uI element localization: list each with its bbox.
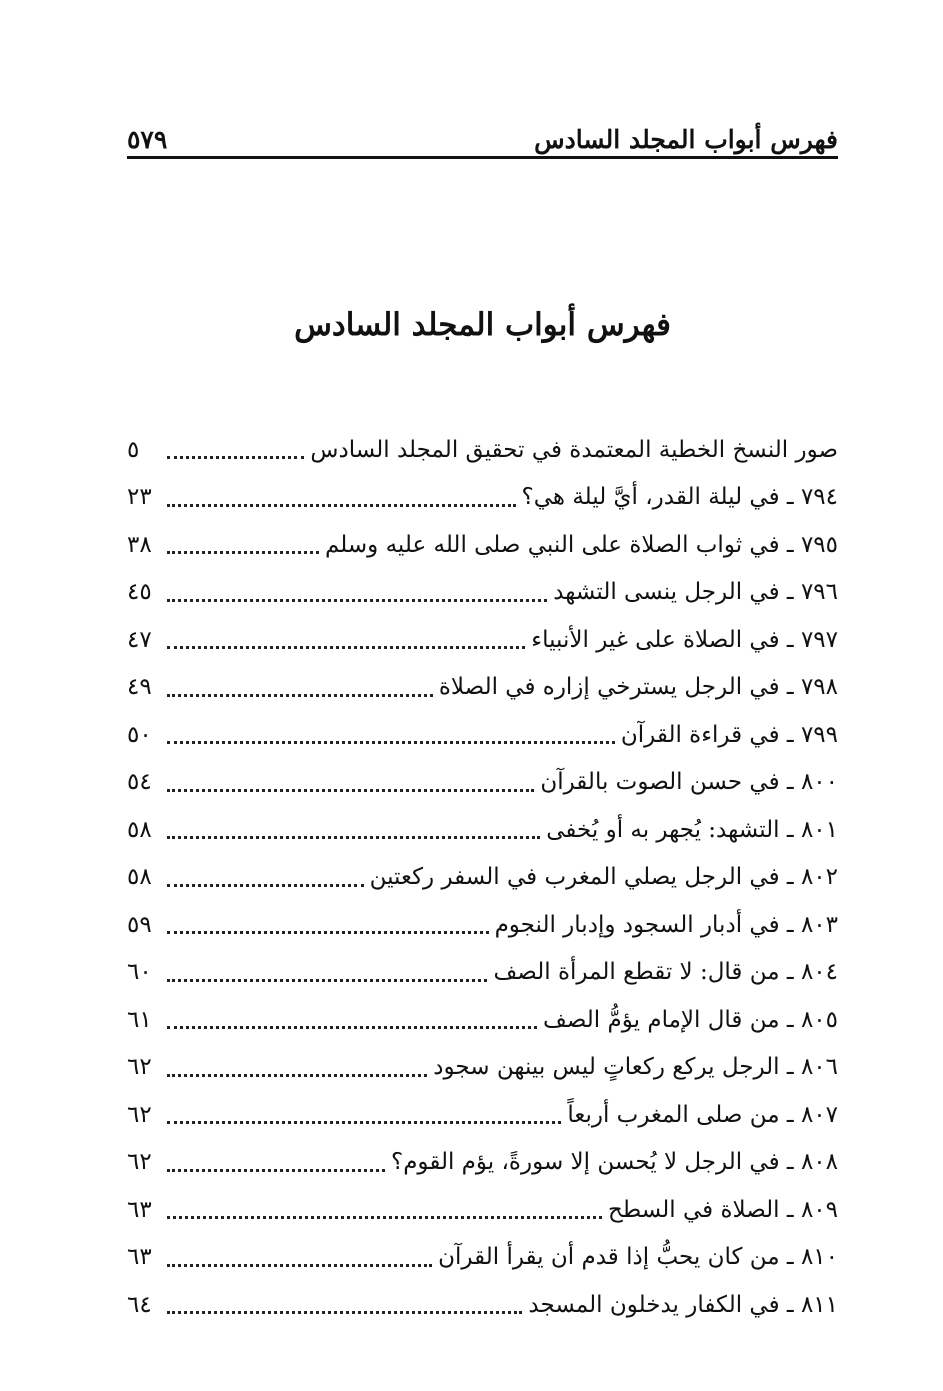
toc-entry-page: ٥٠ bbox=[127, 721, 152, 748]
header-rule bbox=[127, 156, 838, 159]
toc-entry-page: ٦٢ bbox=[127, 1101, 152, 1128]
toc-entry bbox=[127, 474, 838, 522]
toc-entry bbox=[127, 1044, 838, 1092]
toc-entry bbox=[127, 664, 838, 712]
page-number: ٥٧٩ bbox=[127, 125, 168, 154]
toc-entry bbox=[127, 1234, 838, 1282]
toc-entry bbox=[127, 759, 838, 807]
toc-entry-page: ٦٣ bbox=[127, 1196, 152, 1223]
toc-entry-title: ٨٠٦ ـ الرجل يركع ركعاتٍ ليس بينهن سجود bbox=[433, 1054, 838, 1081]
toc-entry-title: صور النسخ الخطية المعتمدة في تحقيق المجلد السادس bbox=[310, 436, 838, 463]
toc-entry bbox=[127, 569, 838, 617]
toc-entry bbox=[127, 1139, 838, 1187]
dot-leader bbox=[167, 931, 489, 934]
toc-entry-title: ٨١١ ـ في الكفار يدخلون المسجد bbox=[528, 1291, 838, 1318]
dot-leader bbox=[167, 1311, 522, 1314]
toc-entry-title: ٨٠١ ـ التشهد: يُجهر به أو يُخفى bbox=[546, 816, 838, 843]
dot-leader bbox=[167, 836, 540, 839]
toc-entry bbox=[127, 854, 838, 902]
toc-entry-title: ٧٩٥ ـ في ثواب الصلاة على النبي صلى الله عليه وسلم bbox=[324, 531, 838, 558]
dot-leader bbox=[167, 1169, 385, 1172]
toc-entry-page: ٥٩ bbox=[127, 911, 152, 938]
dot-leader bbox=[167, 1026, 537, 1029]
toc-entry-page: ٣٨ bbox=[127, 531, 152, 558]
toc-entry-page: ٦٠ bbox=[127, 959, 152, 986]
dot-leader bbox=[167, 694, 433, 697]
dot-leader bbox=[167, 741, 615, 744]
toc-entry bbox=[127, 426, 838, 474]
dot-leader bbox=[167, 979, 487, 982]
dot-leader bbox=[167, 504, 516, 507]
toc-entry bbox=[127, 949, 838, 997]
toc-entry-title: ٨٠٧ ـ من صلى المغرب أربعاً bbox=[567, 1101, 838, 1128]
toc-entry-title: ٧٩٨ ـ في الرجل يسترخي إزاره في الصلاة bbox=[438, 674, 838, 701]
dot-leader bbox=[167, 884, 364, 887]
toc-entry-title: ٨١٠ ـ من كان يحبُّ إذا قدم أن يقرأ القرآن bbox=[438, 1244, 838, 1271]
dot-leader bbox=[167, 789, 534, 792]
dot-leader bbox=[167, 456, 304, 459]
dot-leader bbox=[167, 551, 319, 554]
dot-leader bbox=[167, 599, 547, 602]
toc-entry bbox=[127, 711, 838, 759]
toc-entry-page: ٥٨ bbox=[127, 816, 152, 843]
dot-leader bbox=[167, 1074, 427, 1077]
toc-entry bbox=[127, 901, 838, 949]
toc-entry-title: ٨٠٨ ـ في الرجل لا يُحسن إلا سورةً، يؤم القوم؟ bbox=[390, 1149, 838, 1176]
toc-entry-title: ٧٩٧ ـ في الصلاة على غير الأنبياء bbox=[531, 626, 838, 653]
toc-entry-title: ٨٠٤ ـ من قال: لا تقطع المرأة الصف bbox=[493, 959, 838, 986]
toc-entry-title: ٨٠٠ ـ في حسن الصوت بالقرآن bbox=[540, 769, 838, 796]
dot-leader bbox=[167, 1216, 602, 1219]
toc-entry-page: ٤٩ bbox=[127, 674, 152, 701]
toc-entry-title: ٨٠٩ ـ الصلاة في السطح bbox=[608, 1196, 838, 1223]
toc-entry-page: ٦٢ bbox=[127, 1149, 152, 1176]
toc-entry-page: ٦٤ bbox=[127, 1291, 152, 1318]
table-of-contents bbox=[127, 426, 838, 1329]
index-title: فهرس أبواب المجلد السادس bbox=[294, 307, 671, 343]
toc-entry bbox=[127, 1186, 838, 1234]
toc-entry-page: ٥ bbox=[127, 436, 140, 463]
dot-leader bbox=[167, 1264, 432, 1267]
toc-entry bbox=[127, 996, 838, 1044]
toc-entry-page: ٦١ bbox=[127, 1006, 152, 1033]
toc-entry-page: ٥٤ bbox=[127, 769, 152, 796]
toc-entry bbox=[127, 806, 838, 854]
toc-entry-page: ٤٧ bbox=[127, 626, 152, 653]
toc-entry bbox=[127, 1091, 838, 1139]
dot-leader bbox=[167, 646, 525, 649]
toc-entry bbox=[127, 1281, 838, 1329]
running-title: فهرس أبواب المجلد السادس bbox=[534, 125, 838, 154]
toc-entry-title: ٧٩٩ ـ في قراءة القرآن bbox=[620, 721, 838, 748]
toc-entry-title: ٨٠٢ ـ في الرجل يصلي المغرب في السفر ركعتين bbox=[369, 864, 838, 891]
toc-entry-page: ٦٢ bbox=[127, 1054, 152, 1081]
toc-entry-page: ٦٣ bbox=[127, 1244, 152, 1271]
running-header bbox=[127, 112, 838, 152]
toc-entry-title: ٧٩٦ ـ في الرجل ينسى التشهد bbox=[553, 579, 838, 606]
toc-entry-title: ٧٩٤ ـ في ليلة القدر، أيَّ ليلة هي؟ bbox=[521, 484, 838, 511]
toc-entry-page: ٤٥ bbox=[127, 579, 152, 606]
toc-entry bbox=[127, 521, 838, 569]
toc-entry-page: ٢٣ bbox=[127, 484, 152, 511]
toc-entry-title: ٨٠٥ ـ من قال الإمام يؤمُّ الصف bbox=[543, 1006, 838, 1033]
toc-entry-title: ٨٠٣ ـ في أدبار السجود وإدبار النجوم bbox=[494, 911, 838, 938]
toc-entry-page: ٥٨ bbox=[127, 864, 152, 891]
toc-entry bbox=[127, 616, 838, 664]
dot-leader bbox=[167, 1121, 561, 1124]
